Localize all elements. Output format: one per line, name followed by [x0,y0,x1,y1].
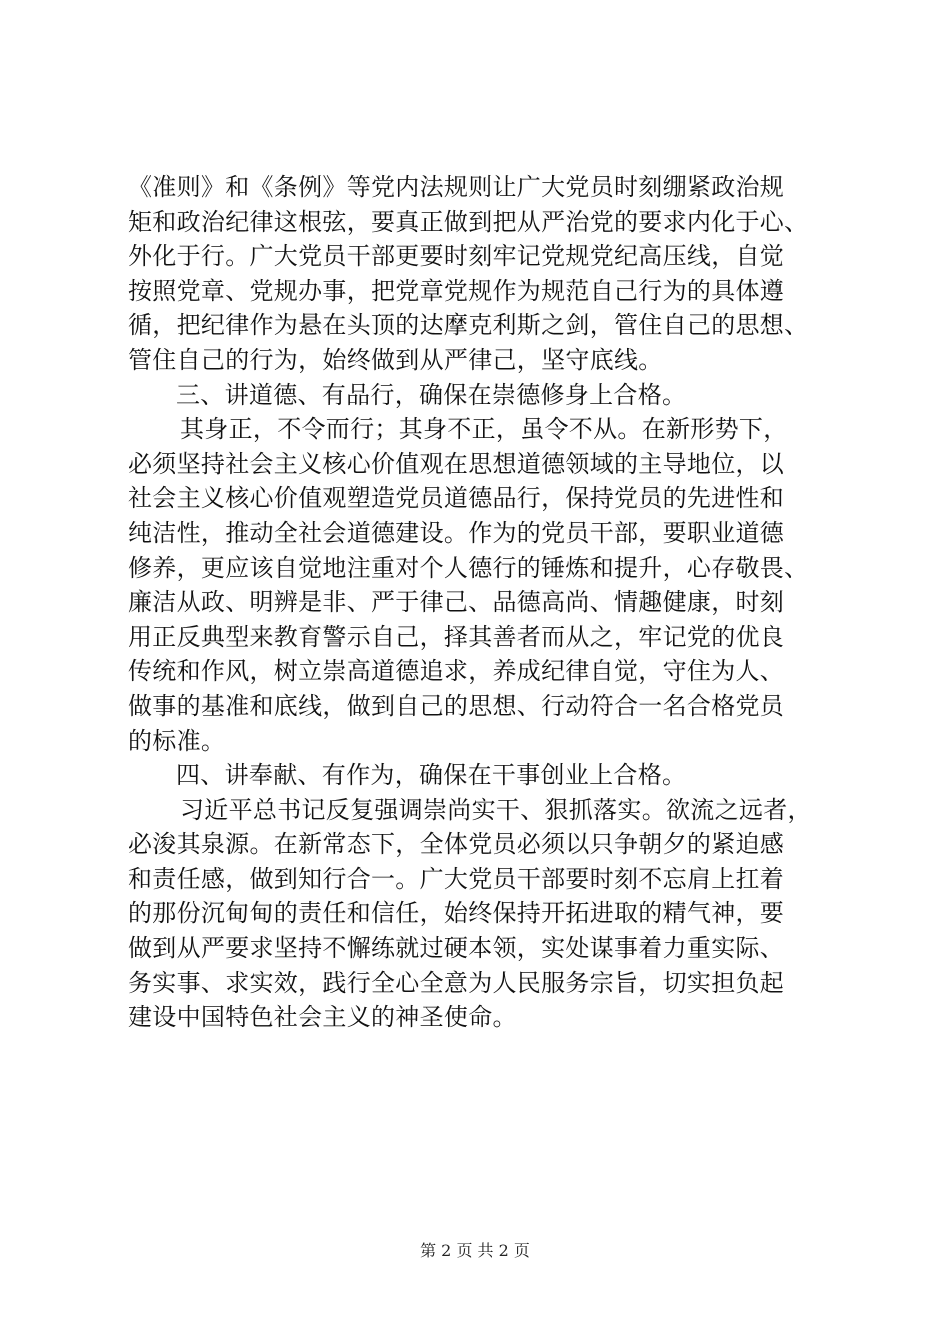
text-line: 传统和作风，树立崇高道德追求，养成纪律自觉，守住为人、 [128,657,785,686]
text-line: 的标准。 [128,726,226,755]
text-line: 矩和政治纪律这根弦，要真正做到把从严治党的要求内化于心、 [128,207,809,236]
text-line: 循，把纪律作为悬在头顶的达摩克利斯之剑，管住自己的思想、 [128,311,809,340]
text-line: 和责任感，做到知行合一。广大党员干部要时刻不忘肩上扛着 [128,864,785,893]
text-line: 《准则》和《条例》等党内法规则让广大党员时刻绷紧政治规 [128,173,785,201]
text-line: 廉洁从政、明辨是非、严于律己、品德高尚、情趣健康，时刻 [128,588,785,617]
text-line: 外化于行。广大党员干部更要时刻牢记党规党纪高压线，自觉 [128,242,785,271]
text-line: 社会主义核心价值观塑造党员道德品行，保持党员的先进性和 [128,484,785,513]
text-line: 建设中国特色社会主义的神圣使命。 [128,1003,517,1032]
text-line: 做事的基准和底线，做到自己的思想、行动符合一名合格党员 [128,691,785,720]
text-line: 修养，更应该自觉地注重对个人德行的锤炼和提升，心存敬畏、 [128,553,809,582]
text-line: 用正反典型来教育警示自己，择其善者而从之，牢记党的优良 [128,622,785,651]
text-line: 的那份沉甸甸的责任和信任，始终保持开拓进取的精气神，要 [128,899,785,928]
section-heading: 四、讲奉献、有作为，确保在干事创业上合格。 [176,761,687,790]
text-line: 必浚其泉源。在新常态下，全体党员必须以只争朝夕的紧迫感 [128,830,785,859]
text-line: 必须坚持社会主义核心价值观在思想道德领域的主导地位，以 [128,449,785,478]
section-heading: 三、讲道德、有品行，确保在崇德修身上合格。 [176,380,687,409]
page-number-footer: 第 2 页 共 2 页 [420,1241,530,1260]
text-line: 做到从严要求坚持不懈练就过硬本领，实处谋事着力重实际、 [128,934,785,963]
text-line: 纯洁性，推动全社会道德建设。作为的党员干部，要职业道德 [128,518,785,547]
document-body [128,170,828,1035]
text-line: 管住自己的行为，始终做到从严律己，坚守底线。 [128,345,663,374]
text-line: 按照党章、党规办事，把党章党规作为规范自己行为的具体遵 [128,276,785,305]
text-line: 务实事、求实效，践行全心全意为人民服务宗旨，切实担负起 [128,968,785,997]
text-line: 其身正，不令而行；其身不正，虽令不从。在新形势下， [180,415,788,444]
text-line: 习近平总书记反复强调崇尚实干、狠抓落实。欲流之远者， [180,795,812,824]
